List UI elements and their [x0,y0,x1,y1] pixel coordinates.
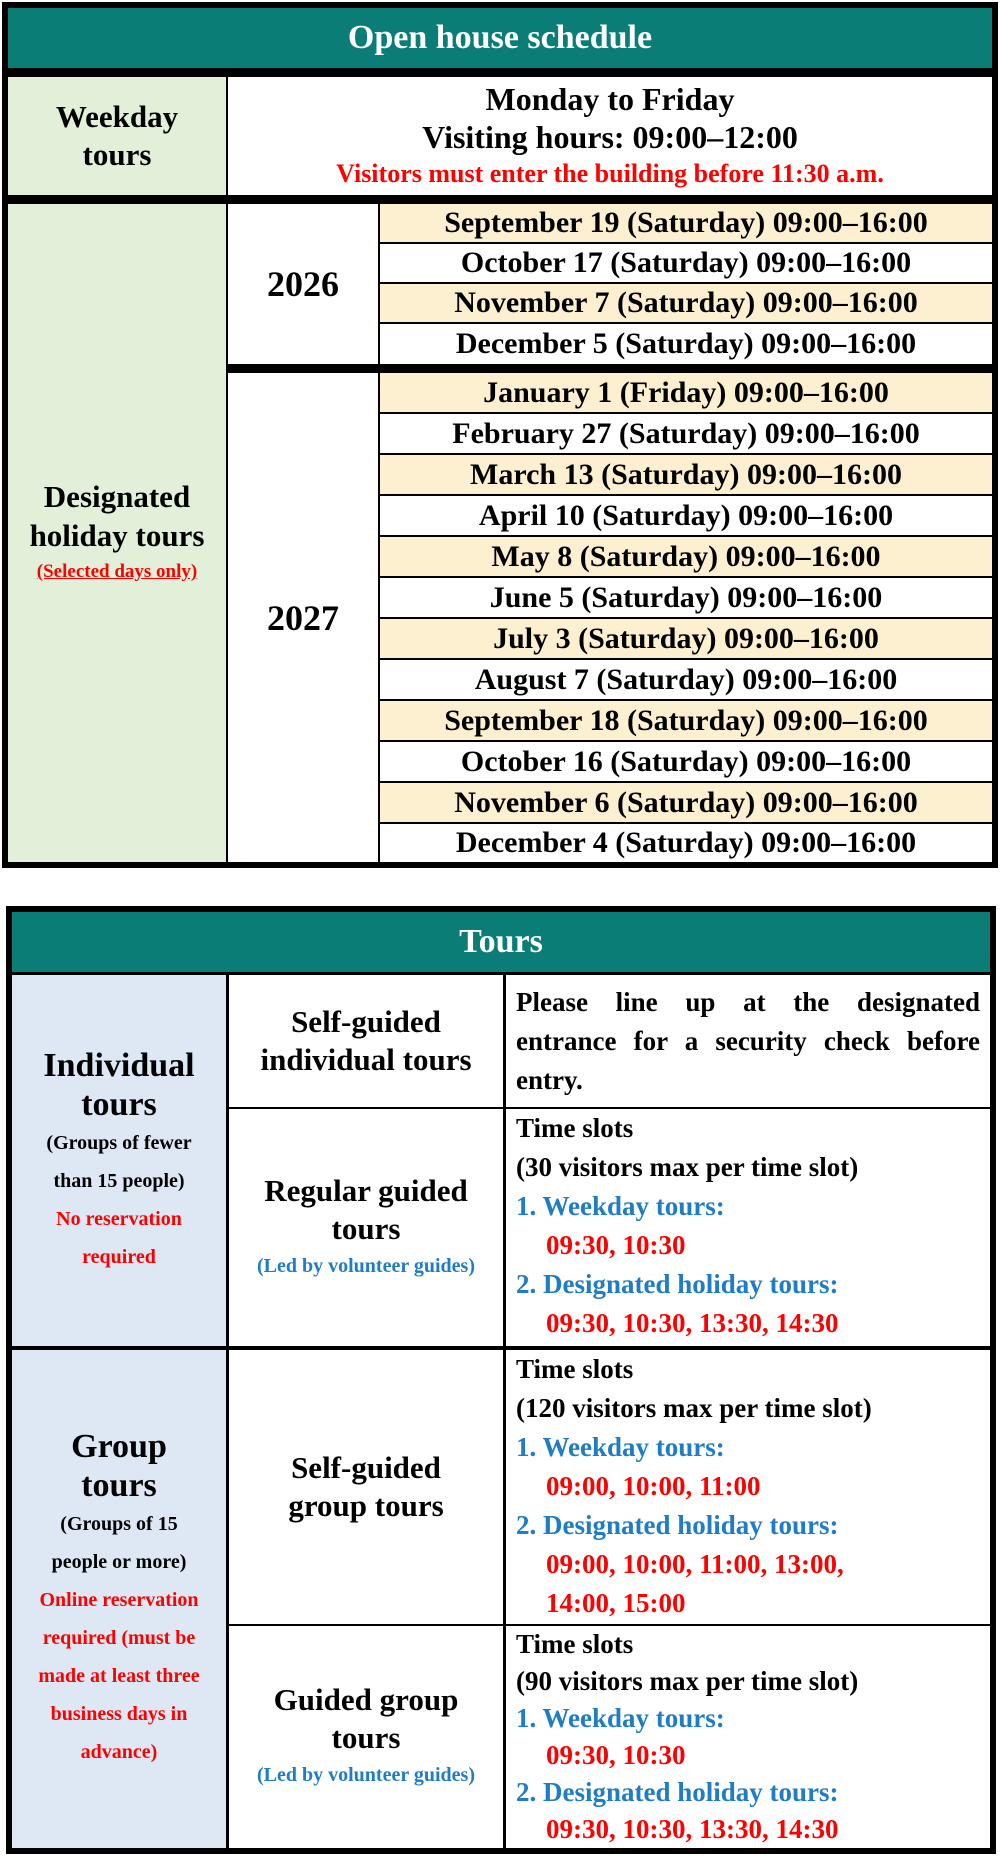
date-row [380,455,992,494]
holiday-slots-label: 2. Designated holiday tours: [516,1269,839,1299]
group-tours-label [12,1350,226,1848]
reservation-note-5: advance) [80,1741,158,1763]
group-label-line1: Group [71,1428,167,1465]
weekday-slot-times: 09:30, 10:30 [546,1230,686,1260]
date-text: December 5 (Saturday) 09:00–16:00 [455,327,917,360]
open-house-schedule-table [2,2,998,868]
schedule-title [8,8,992,68]
designated-holiday-tours-label [8,204,226,862]
holiday-slot-times-2: 14:00, 15:00 [546,1588,686,1618]
holiday-label-line2: holiday tours [29,518,205,553]
tour-name-line1: Self-guided [291,1450,441,1485]
weekday-tours-label [8,77,226,195]
reservation-note-2: required (must be [42,1627,196,1649]
self-guided-individual-tours [229,975,503,1107]
year-2026 [228,204,378,364]
slots-title: Time slots [516,1629,634,1659]
date-text: September 19 (Saturday) 09:00–16:00 [444,206,928,239]
date-text: August 7 (Saturday) 09:00–16:00 [474,662,898,696]
volunteer-guides-note: (Led by volunteer guides) [257,1254,475,1277]
individual-tours-label [12,975,226,1346]
individual-sub2: than 15 people) [53,1169,185,1192]
slots-capacity: (120 visitors max per time slot) [516,1393,872,1423]
date-row [380,660,992,699]
tours-title-text: Tours [459,923,543,960]
weekday-slot-times: 09:00, 10:00, 11:00 [546,1471,761,1501]
date-text: November 6 (Saturday) 09:00–16:00 [454,785,918,819]
weekday-hours: Visiting hours: 09:00–12:00 [422,119,798,155]
date-text: May 8 (Saturday) 09:00–16:00 [491,539,881,573]
date-row [380,373,992,412]
date-row [380,537,992,576]
date-text: October 16 (Saturday) 09:00–16:00 [460,744,912,778]
date-text: March 13 (Saturday) 09:00–16:00 [470,457,902,491]
volunteer-guides-note: (Led by volunteer guides) [257,1764,475,1786]
weekday-slots-label: 1. Weekday tours: [516,1703,725,1733]
date-text: December 4 (Saturday) 09:00–16:00 [455,826,917,859]
date-row [380,204,992,242]
tours-table [6,906,996,1854]
divider [8,195,992,204]
reservation-note-4: business days in [50,1703,188,1725]
holiday-slots-label: 2. Designated holiday tours: [516,1777,839,1807]
date-row [380,783,992,822]
weekday-entry-note: Visitors must enter the building before 11:30 a.m. [336,159,884,188]
schedule-title-text: Open house schedule [347,19,653,56]
weekday-label-line2: tours [82,137,152,172]
guided-group-tours-info [506,1626,990,1848]
self-guided-group-tours-info [506,1350,990,1624]
date-row [380,324,992,364]
holiday-slot-times: 09:30, 10:30, 13:30, 14:30 [546,1308,839,1338]
tour-name-line2: group tours [288,1488,444,1523]
slots-title: Time slots [516,1354,634,1384]
weekday-label-line1: Weekday [55,99,179,134]
weekday-slots-label: 1. Weekday tours: [516,1191,725,1221]
self-guided-individual-info [506,975,990,1107]
holiday-slot-times: 09:00, 10:00, 11:00, 13:00, [546,1549,844,1579]
tours-title [12,912,990,972]
tour-name-line2: individual tours [260,1042,472,1077]
date-row [380,742,992,781]
date-row [380,824,992,862]
date-text: January 1 (Friday) 09:00–16:00 [483,375,889,409]
tour-name-line1: Self-guided [291,1004,441,1039]
weekday-tours-info [228,77,992,195]
slots-capacity: (90 visitors max per time slot) [516,1666,859,1696]
individual-label-line2: tours [81,1085,157,1123]
divider [8,68,992,77]
tour-name-line2: tours [331,1720,401,1755]
date-row [380,414,992,453]
dates-2026 [380,204,992,364]
date-text: November 7 (Saturday) 09:00–16:00 [454,286,918,319]
selected-days-note: (Selected days only) [36,561,198,582]
dates-2027 [380,373,992,862]
tour-name-line1: Regular guided [264,1172,468,1208]
individual-sub1: (Groups of fewer [46,1131,192,1154]
guided-group-tours [229,1626,503,1848]
slots-capacity: (30 visitors max per time slot) [516,1152,859,1182]
date-text: October 17 (Saturday) 09:00–16:00 [460,246,912,279]
date-text: June 5 (Saturday) 09:00–16:00 [489,580,883,614]
date-row [380,701,992,740]
year-2027 [228,373,378,862]
date-row [380,619,992,658]
date-row [380,244,992,282]
date-row [380,284,992,322]
date-text: February 27 (Saturday) 09:00–16:00 [452,416,920,450]
group-sub2: people or more) [51,1551,187,1573]
tour-name-line2: tours [331,1210,401,1246]
weekday-days: Monday to Friday [485,81,735,117]
group-sub1: (Groups of 15 [60,1513,178,1535]
slots-title: Time slots [516,1113,634,1143]
no-reservation-note-2: required [82,1245,156,1268]
reservation-note-1: Online reservation [39,1589,199,1611]
date-row [380,578,992,617]
holiday-label-line1: Designated [43,479,191,514]
date-text: September 18 (Saturday) 09:00–16:00 [444,703,928,737]
no-reservation-note: No reservation [56,1207,182,1230]
date-text: July 3 (Saturday) 09:00–16:00 [493,621,879,655]
holiday-slots-label: 2. Designated holiday tours: [516,1510,839,1540]
weekday-slot-times: 09:30, 10:30 [546,1740,686,1770]
holiday-slot-times: 09:30, 10:30, 13:30, 14:30 [546,1814,839,1844]
weekday-slots-label: 1. Weekday tours: [516,1432,725,1462]
info-line: entrance for a security check before [516,1026,980,1056]
reservation-note-3: made at least three [38,1665,200,1687]
regular-guided-tours-info [506,1109,990,1346]
self-guided-group-tours [229,1350,503,1624]
info-line: entry. [516,1065,583,1095]
year-label: 2027 [267,597,339,638]
info-line: Please line up at the designated [516,987,980,1017]
date-text: April 10 (Saturday) 09:00–16:00 [478,498,894,532]
group-label-line2: tours [81,1467,157,1504]
tour-name-line1: Guided group [273,1682,459,1717]
divider [228,364,992,373]
year-label: 2026 [267,264,339,304]
date-row [380,496,992,535]
individual-label-line1: Individual [43,1046,195,1084]
regular-guided-tours [229,1109,503,1346]
